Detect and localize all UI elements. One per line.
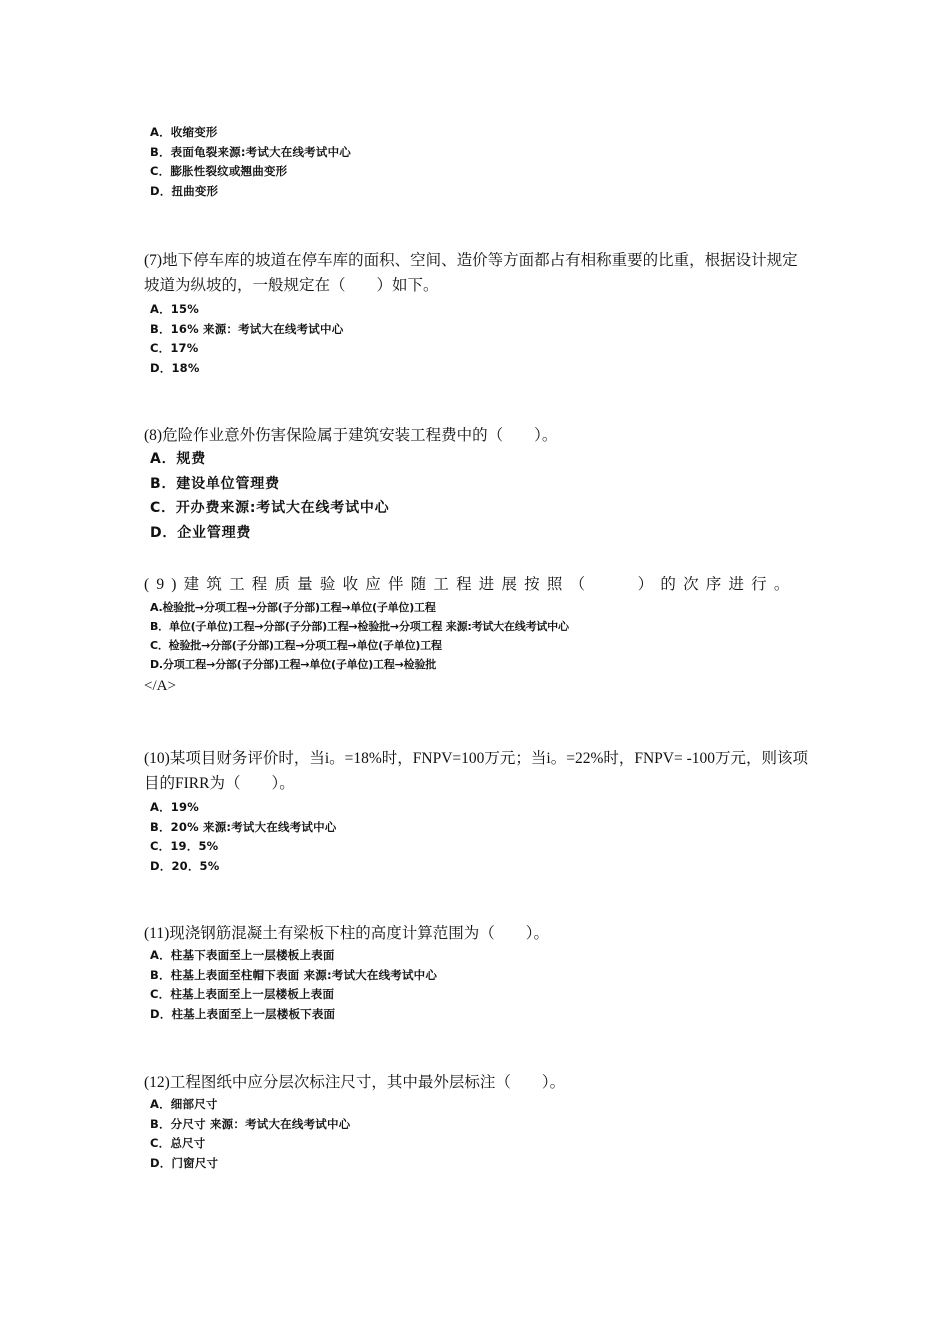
options-list — [150, 123, 351, 201]
option-b: B．柱基上表面至柱帽下表面 来源:考试大在线考试中心 — [150, 967, 438, 982]
options-list — [150, 946, 437, 1024]
options-list — [150, 300, 343, 378]
question-stem: (12)工程图纸中应分层次标注尺寸，其中最外层标注（ ）。 — [144, 1074, 566, 1091]
option-a: A．19% — [150, 800, 199, 814]
option-b: B．单位(子单位)工程→分部(子分部)工程→检验批→分项工程 来源:考试大在线考试中心 — [150, 620, 569, 633]
option-b: B．分尺寸 来源：考试大在线考试中心 — [150, 1116, 351, 1131]
option-d: D．18% — [150, 360, 200, 375]
option-d: D．扭曲变形 — [150, 183, 219, 198]
question-stem: (11)现浇钢筋混凝土有梁板下柱的高度计算范围为（ ）。 — [144, 925, 549, 942]
option-c: C．19．5% — [150, 839, 219, 853]
option-b: B．表面龟裂来源:考试大在线考试中心 — [150, 144, 351, 159]
question-stem: (9)建筑工程质量验收应伴随工程进展按照（ ）的次序进行。 — [144, 576, 797, 593]
option-b: B．16% 来源：考试大在线考试中心 — [150, 321, 344, 336]
option-c: C．17% — [150, 341, 199, 355]
options-list — [150, 798, 337, 876]
option-d: D．柱基上表面至上一层楼板下表面 — [150, 1006, 336, 1021]
option-a: A.检验批→分项工程→分部(子分部)工程→单位(子单位)工程 — [150, 601, 436, 614]
option-c: C．开办费来源:考试大在线考试中心 — [150, 500, 390, 516]
question-stem: (10)某项目财务评价时，当i。=18%时，FNPV=100万元；当i。=22%时，FNPV= -100万元，则该项目的FIRR为（ ）。 — [144, 750, 809, 792]
option-d: D.分项工程→分部(子分部)工程→单位(子单位)工程→检验批 — [150, 658, 437, 671]
option-b: B．建设单位管理费 — [150, 475, 280, 492]
option-c: C．膨胀性裂纹或翘曲变形 — [150, 164, 288, 178]
option-d: D．20．5% — [150, 858, 220, 873]
option-b: B．20% 来源:考试大在线考试中心 — [150, 819, 337, 834]
option-c: C．检验批→分部(子分部)工程→分项工程→单位(子单位)工程 — [150, 639, 442, 652]
option-c: C．柱基上表面至上一层楼板上表面 — [150, 987, 335, 1001]
stray-markup-text: </A> — [144, 678, 176, 694]
question-stem: (7)地下停车库的坡道在停车库的面积、空间、造价等方面都占有相称重要的比重，根据设计规定坡道为纵坡的，一般规定在（ ）如下。 — [144, 252, 798, 294]
option-a: A．柱基下表面至上一层楼板上表面 — [150, 948, 335, 962]
option-a: A．收缩变形 — [150, 125, 218, 139]
option-c: C．总尺寸 — [150, 1136, 206, 1150]
option-a: A．规费 — [150, 451, 207, 467]
options-list — [150, 598, 569, 674]
option-a: A．细部尺寸 — [150, 1097, 218, 1111]
option-d: D．门窗尺寸 — [150, 1155, 219, 1170]
question-stem: (8)危险作业意外伤害保险属于建筑安装工程费中的（ ）。 — [144, 427, 558, 444]
options-list — [150, 1095, 350, 1173]
option-a: A．15% — [150, 302, 199, 316]
option-d: D．企业管理费 — [150, 524, 252, 541]
options-list — [150, 447, 389, 545]
